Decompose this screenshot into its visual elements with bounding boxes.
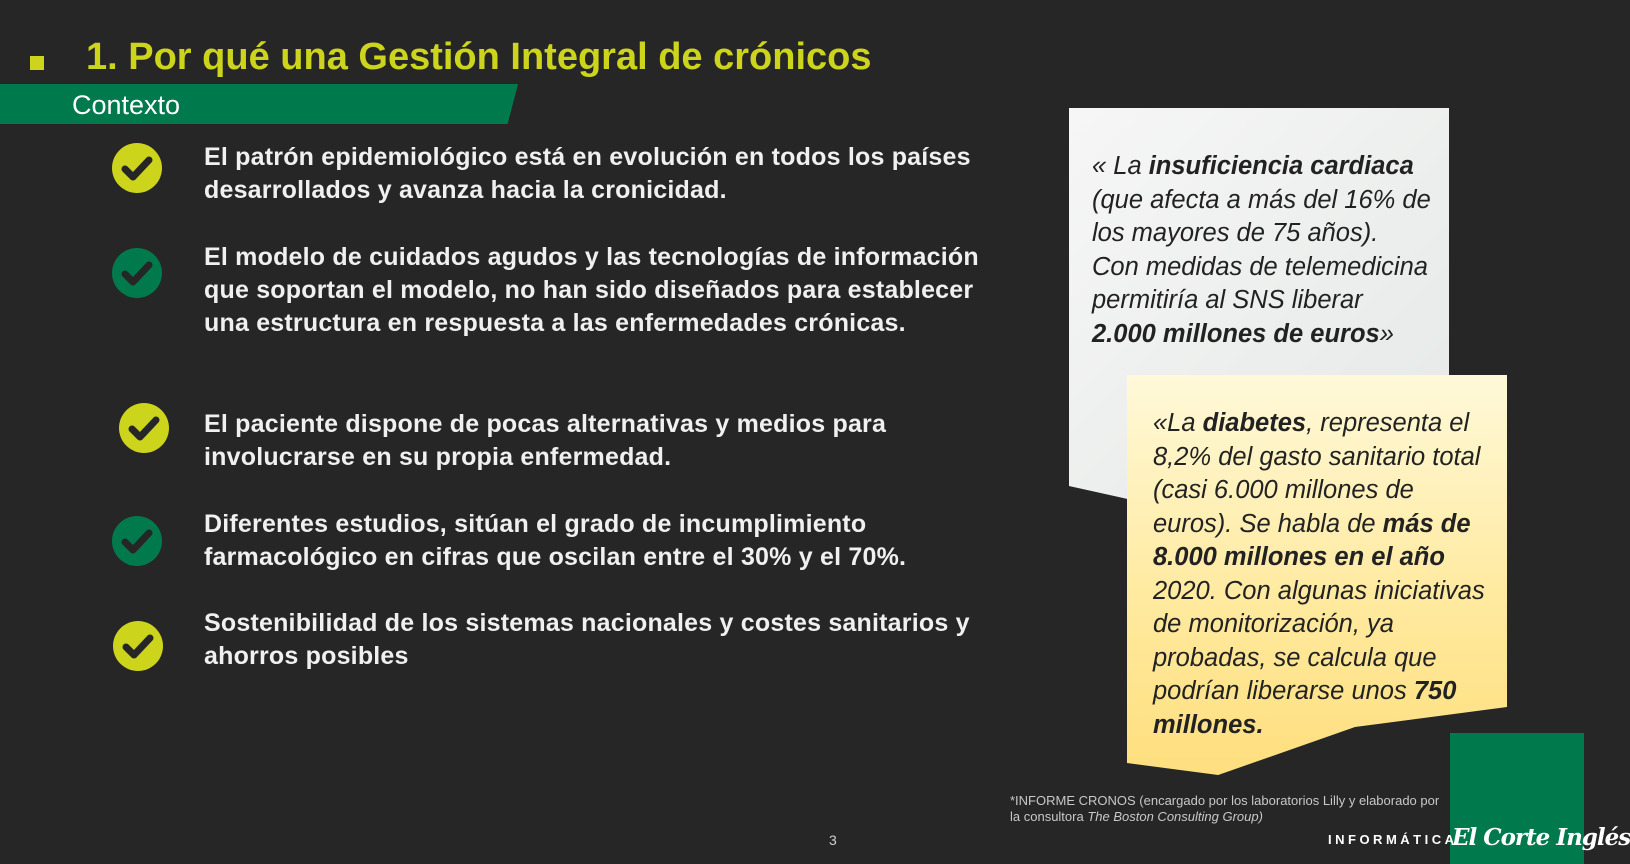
bullet-text: El patrón epidemiológico está en evolución en todos los países desarrollados y avanza hacia la cronicidad. [204, 143, 971, 204]
footnote: *INFORME CRONOS (encargado por los laboratorios Lilly y elaborado por la consultora The Boston Consulting Group) [1010, 793, 1440, 824]
quote-note-diabetes-text: «La diabetes, representa el 8,2% del gasto sanitario total (casi 6.000 millones de euros). Se habla de más de 8.000 millones en el año 2020. Con algunas iniciativas de monitorización, ya probadas, se calcula que podrían liberarse unos 750 millones. [1153, 409, 1485, 739]
quote-note-heart-failure-text: « La insuficiencia cardiaca (que afecta a más del 16% de los mayores de 75 años). Con medidas de telemedicina permitiría al SNS liberar 2.000 millones de euros» [1092, 152, 1431, 348]
page-number: 3 [829, 832, 837, 848]
bullet-text: Sostenibilidad de los sistemas nacionales y costes sanitarios y ahorros posibles [204, 609, 970, 670]
brand-label: INFORMÁTICA [1328, 832, 1458, 847]
el-corte-ingles-logo: El Corte Inglés [1452, 824, 1630, 851]
check-circle-icon [118, 402, 170, 454]
check-circle-icon [111, 515, 163, 567]
bullet-text: El modelo de cuidados agudos y las tecnologías de información que soportan el modelo, no han sido diseñados para establecer una estructura en respuesta a las enfermedades crónicas. [204, 243, 979, 337]
section-label: Contexto [72, 90, 181, 120]
title-bullet [30, 56, 44, 70]
check-circle-icon [111, 142, 163, 194]
check-circle-icon [111, 247, 163, 299]
page-title: 1. Por qué una Gestión Integral de crónicos [86, 36, 872, 78]
bullet-text: Diferentes estudios, sitúan el grado de incumplimiento farmacológico en cifras que oscilan entre el 30% y el 70%. [204, 510, 907, 571]
check-circle-icon [112, 620, 164, 672]
bullet-text: El paciente dispone de pocas alternativas y medios para involucrarse en su propia enfermedad. [204, 410, 887, 471]
